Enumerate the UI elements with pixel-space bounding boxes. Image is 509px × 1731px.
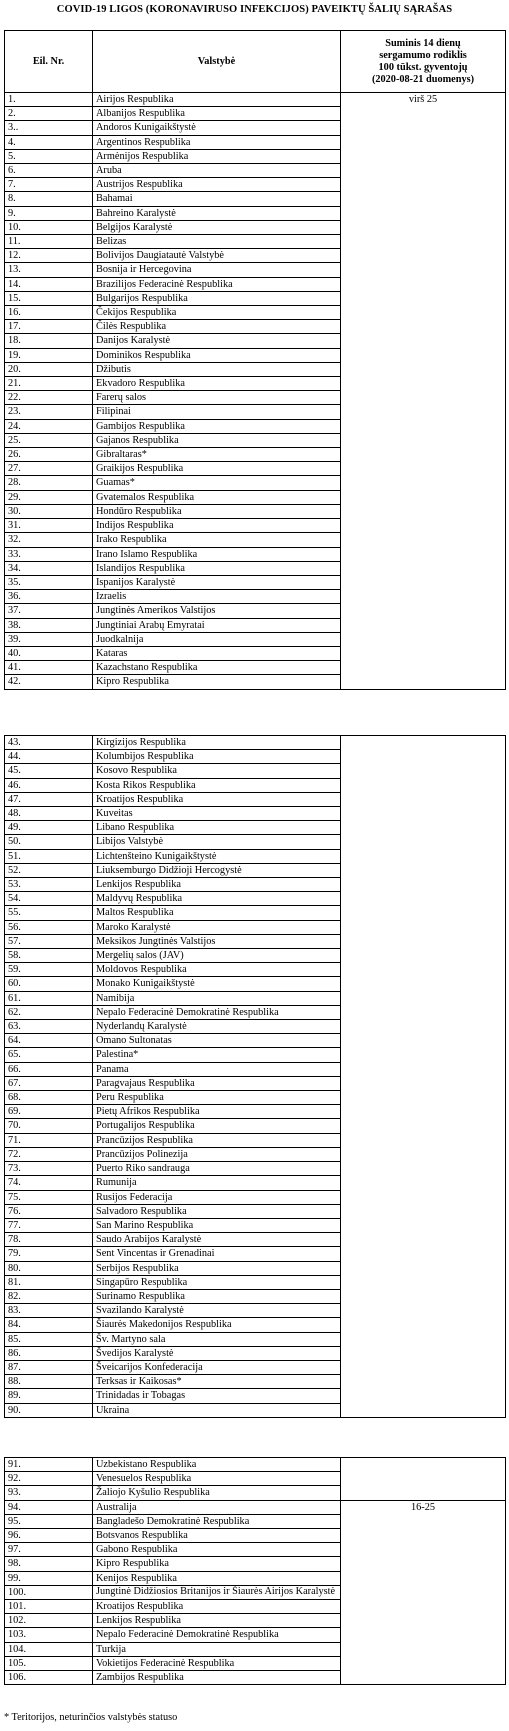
row-number: 91.	[5, 1458, 93, 1472]
row-number: 58.	[5, 949, 93, 963]
row-country: Austrijos Respublika	[93, 178, 341, 192]
row-country: Izraelis	[93, 590, 341, 604]
row-country: Žaliojo Kyšulio Respublika	[93, 1486, 341, 1500]
row-number: 23.	[5, 405, 93, 419]
row-country: Kosta Rikos Respublika	[93, 778, 341, 792]
row-country: Kroatijos Respublika	[93, 792, 341, 806]
row-country: Rusijos Federacija	[93, 1190, 341, 1204]
row-country: Gibraltaras*	[93, 448, 341, 462]
row-country: Paragvajaus Respublika	[93, 1076, 341, 1090]
row-number: 87.	[5, 1360, 93, 1374]
row-country: Jungtiniai Arabų Emyratai	[93, 618, 341, 632]
table-row	[5, 93, 506, 107]
country-table-page-3	[4, 1457, 506, 1685]
row-number: 100.	[5, 1585, 93, 1599]
row-country: Dominikos Respublika	[93, 348, 341, 362]
row-country: Džibutis	[93, 362, 341, 376]
metric-category	[341, 736, 506, 1418]
row-number: 75.	[5, 1190, 93, 1204]
row-country: Libijos Valstybė	[93, 835, 341, 849]
row-number: 99.	[5, 1571, 93, 1585]
row-number: 39.	[5, 632, 93, 646]
row-number: 19.	[5, 348, 93, 362]
row-number: 41.	[5, 661, 93, 675]
row-number: 27.	[5, 462, 93, 476]
row-number: 4.	[5, 135, 93, 149]
table-row	[5, 736, 506, 750]
row-number: 73.	[5, 1162, 93, 1176]
row-country: Nyderlandų Karalystė	[93, 1020, 341, 1034]
row-number: 12.	[5, 249, 93, 263]
row-country: Bahreino Karalystė	[93, 206, 341, 220]
row-country: Švedijos Karalystė	[93, 1346, 341, 1360]
row-number: 77.	[5, 1218, 93, 1232]
row-country: Armėnijos Respublika	[93, 149, 341, 163]
row-number: 101.	[5, 1600, 93, 1614]
row-number: 59.	[5, 963, 93, 977]
row-number: 93.	[5, 1486, 93, 1500]
table-row	[5, 1458, 506, 1472]
row-number: 74.	[5, 1176, 93, 1190]
row-country: Danijos Karalystė	[93, 334, 341, 348]
row-country: Peru Respublika	[93, 1091, 341, 1105]
row-number: 37.	[5, 604, 93, 618]
row-country: Kipro Respublika	[93, 1557, 341, 1571]
row-number: 88.	[5, 1375, 93, 1389]
row-country: Svazilando Karalystė	[93, 1304, 341, 1318]
row-country: Bahamai	[93, 192, 341, 206]
row-number: 96.	[5, 1529, 93, 1543]
row-country: Kenijos Respublika	[93, 1571, 341, 1585]
row-country: Kuveitas	[93, 807, 341, 821]
row-country: Maltos Respublika	[93, 906, 341, 920]
row-country: Lichtenšteino Kunigaikštystė	[93, 849, 341, 863]
row-country: Nepalo Federacinė Demokratinė Respublika	[93, 1628, 341, 1642]
country-table-page-1	[4, 30, 506, 690]
row-country: Belgijos Karalystė	[93, 220, 341, 234]
row-number: 30.	[5, 504, 93, 518]
row-number: 42.	[5, 675, 93, 689]
row-country: Kazachstano Respublika	[93, 661, 341, 675]
row-number: 60.	[5, 977, 93, 991]
row-number: 46.	[5, 778, 93, 792]
row-country: Andoros Kunigaikštystė	[93, 121, 341, 135]
row-country: Trinidadas ir Tobagas	[93, 1389, 341, 1403]
row-number: 95.	[5, 1514, 93, 1528]
row-country: Libano Respublika	[93, 821, 341, 835]
row-number: 10.	[5, 220, 93, 234]
row-number: 38.	[5, 618, 93, 632]
row-number: 16.	[5, 306, 93, 320]
row-country: Aruba	[93, 164, 341, 178]
row-number: 48.	[5, 807, 93, 821]
row-number: 105.	[5, 1656, 93, 1670]
row-country: Meksikos Jungtinės Valstijos	[93, 934, 341, 948]
row-number: 64.	[5, 1034, 93, 1048]
row-country: Serbijos Respublika	[93, 1261, 341, 1275]
row-number: 90.	[5, 1403, 93, 1417]
row-country: Ispanijos Karalystė	[93, 575, 341, 589]
row-country: Filipinai	[93, 405, 341, 419]
row-country: Saudo Arabijos Karalystė	[93, 1233, 341, 1247]
header-country: Valstybė	[93, 31, 341, 93]
row-country: Prancūzijos Polinezija	[93, 1147, 341, 1161]
row-country: Irako Respublika	[93, 533, 341, 547]
row-country: Gabono Respublika	[93, 1543, 341, 1557]
row-number: 81.	[5, 1275, 93, 1289]
page-title: COVID-19 LIGOS (KORONAVIRUSO INFEKCIJOS) PAVEIKTŲ ŠALIŲ SĄRAŠAS	[56, 4, 453, 15]
row-number: 84.	[5, 1318, 93, 1332]
row-number: 103.	[5, 1628, 93, 1642]
row-number: 35.	[5, 575, 93, 589]
row-number: 68.	[5, 1091, 93, 1105]
row-country: Kipro Respublika	[93, 675, 341, 689]
country-table-page-2	[4, 735, 506, 1418]
row-number: 40.	[5, 646, 93, 660]
row-country: Omano Sultonatas	[93, 1034, 341, 1048]
row-country: Australija	[93, 1500, 341, 1514]
row-country: Portugalijos Respublika	[93, 1119, 341, 1133]
row-country: Šveicarijos Konfederacija	[93, 1360, 341, 1374]
table-row	[5, 1500, 506, 1514]
row-country: Surinamo Respublika	[93, 1289, 341, 1303]
row-number: 102.	[5, 1614, 93, 1628]
row-number: 78.	[5, 1233, 93, 1247]
row-number: 80.	[5, 1261, 93, 1275]
row-number: 52.	[5, 863, 93, 877]
row-number: 65.	[5, 1048, 93, 1062]
row-country: Uzbekistano Respublika	[93, 1458, 341, 1472]
row-number: 104.	[5, 1642, 93, 1656]
row-country: Islandijos Respublika	[93, 561, 341, 575]
row-number: 94.	[5, 1500, 93, 1514]
row-country: Panama	[93, 1062, 341, 1076]
row-country: Venesuelos Respublika	[93, 1472, 341, 1486]
row-country: Albanijos Respublika	[93, 107, 341, 121]
row-number: 6.	[5, 164, 93, 178]
header-metric: Suminis 14 dienų sergamumo rodiklis 100 tūkst. gyventojų (2020-08-21 duomenys)	[341, 31, 506, 93]
row-country: Graikijos Respublika	[93, 462, 341, 476]
row-number: 36.	[5, 590, 93, 604]
row-number: 7.	[5, 178, 93, 192]
row-country: Bosnija ir Hercegovina	[93, 263, 341, 277]
row-country: Gvatemalos Respublika	[93, 490, 341, 504]
metric-category: 16-25	[341, 1500, 506, 1685]
row-number: 76.	[5, 1204, 93, 1218]
row-country: Zambijos Respublika	[93, 1671, 341, 1685]
row-country: Terksas ir Kaikosas*	[93, 1375, 341, 1389]
row-country: Hondūro Respublika	[93, 504, 341, 518]
row-number: 5.	[5, 149, 93, 163]
row-number: 63.	[5, 1020, 93, 1034]
row-number: 106.	[5, 1671, 93, 1685]
row-number: 44.	[5, 750, 93, 764]
row-number: 47.	[5, 792, 93, 806]
row-number: 13.	[5, 263, 93, 277]
row-number: 9.	[5, 206, 93, 220]
row-number: 15.	[5, 291, 93, 305]
row-country: Farerų salos	[93, 391, 341, 405]
row-number: 92.	[5, 1472, 93, 1486]
row-country: Rumunija	[93, 1176, 341, 1190]
row-number: 28.	[5, 476, 93, 490]
row-number: 72.	[5, 1147, 93, 1161]
row-number: 67.	[5, 1076, 93, 1090]
row-country: Ukraina	[93, 1403, 341, 1417]
header-nr: Eil. Nr.	[5, 31, 93, 93]
row-country: Šiaurės Makedonijos Respublika	[93, 1318, 341, 1332]
row-country: Bangladešo Demokratinė Respublika	[93, 1514, 341, 1528]
row-number: 70.	[5, 1119, 93, 1133]
row-country: Namibija	[93, 991, 341, 1005]
row-number: 43.	[5, 736, 93, 750]
row-number: 17.	[5, 320, 93, 334]
row-country: Lenkijos Respublika	[93, 1614, 341, 1628]
row-country: Bulgarijos Respublika	[93, 291, 341, 305]
row-number: 22.	[5, 391, 93, 405]
row-number: 21.	[5, 377, 93, 391]
row-number: 71.	[5, 1133, 93, 1147]
row-number: 61.	[5, 991, 93, 1005]
row-number: 55.	[5, 906, 93, 920]
row-number: 62.	[5, 1005, 93, 1019]
row-country: Bolivijos Daugiatautė Valstybė	[93, 249, 341, 263]
row-number: 85.	[5, 1332, 93, 1346]
row-country: Liuksemburgo Didžioji Hercogystė	[93, 863, 341, 877]
row-number: 56.	[5, 920, 93, 934]
row-number: 83.	[5, 1304, 93, 1318]
row-country: Ekvadoro Respublika	[93, 377, 341, 391]
row-number: 34.	[5, 561, 93, 575]
row-country: Jungtinės Amerikos Valstijos	[93, 604, 341, 618]
row-number: 66.	[5, 1062, 93, 1076]
row-country: Čilės Respublika	[93, 320, 341, 334]
row-country: Puerto Riko sandrauga	[93, 1162, 341, 1176]
row-number: 86.	[5, 1346, 93, 1360]
row-number: 89.	[5, 1389, 93, 1403]
row-number: 69.	[5, 1105, 93, 1119]
row-number: 31.	[5, 519, 93, 533]
row-country: Guamas*	[93, 476, 341, 490]
row-country: Singapūro Respublika	[93, 1275, 341, 1289]
row-number: 53.	[5, 878, 93, 892]
row-number: 57.	[5, 934, 93, 948]
row-number: 14.	[5, 277, 93, 291]
row-country: Maldyvų Respublika	[93, 892, 341, 906]
metric-category: virš 25	[341, 93, 506, 690]
row-number: 51.	[5, 849, 93, 863]
row-country: Kirgizijos Respublika	[93, 736, 341, 750]
row-number: 33.	[5, 547, 93, 561]
row-country: Kataras	[93, 646, 341, 660]
row-country: Nepalo Federacinė Demokratinė Respublika	[93, 1005, 341, 1019]
row-country: Jungtinė Didžiosios Britanijos ir Šiaurės Airijos Karalystė	[93, 1585, 341, 1599]
row-country: Argentinos Respublika	[93, 135, 341, 149]
row-country: Indijos Respublika	[93, 519, 341, 533]
row-number: 2.	[5, 107, 93, 121]
row-country: Airijos Respublika	[93, 93, 341, 107]
row-country: Maroko Karalystė	[93, 920, 341, 934]
row-country: Pietų Afrikos Respublika	[93, 1105, 341, 1119]
row-country: Palestina*	[93, 1048, 341, 1062]
row-country: Brazilijos Federacinė Respublika	[93, 277, 341, 291]
row-number: 11.	[5, 235, 93, 249]
row-country: Salvadoro Respublika	[93, 1204, 341, 1218]
row-country: Turkija	[93, 1642, 341, 1656]
footnote: * Teritorijos, neturinčios valstybės statuso	[4, 1712, 178, 1723]
row-number: 97.	[5, 1543, 93, 1557]
row-country: Monako Kunigaikštystė	[93, 977, 341, 991]
row-number: 50.	[5, 835, 93, 849]
row-country: Kosovo Respublika	[93, 764, 341, 778]
row-number: 45.	[5, 764, 93, 778]
row-number: 54.	[5, 892, 93, 906]
row-number: 82.	[5, 1289, 93, 1303]
row-country: Gajanos Respublika	[93, 433, 341, 447]
row-country: Vokietijos Federacinė Respublika	[93, 1656, 341, 1670]
row-country: Belizas	[93, 235, 341, 249]
row-country: Gambijos Respublika	[93, 419, 341, 433]
row-number: 18.	[5, 334, 93, 348]
row-number: 32.	[5, 533, 93, 547]
row-number: 98.	[5, 1557, 93, 1571]
row-country: Mergelių salos (JAV)	[93, 949, 341, 963]
row-country: Čekijos Respublika	[93, 306, 341, 320]
row-country: Kolumbijos Respublika	[93, 750, 341, 764]
row-number: 1.	[5, 93, 93, 107]
metric-category	[341, 1458, 506, 1501]
row-number: 26.	[5, 448, 93, 462]
row-number: 25.	[5, 433, 93, 447]
row-country: Lenkijos Respublika	[93, 878, 341, 892]
row-country: Botsvanos Respublika	[93, 1529, 341, 1543]
row-country: Kroatijos Respublika	[93, 1600, 341, 1614]
row-country: Šv. Martyno sala	[93, 1332, 341, 1346]
row-country: Moldovos Respublika	[93, 963, 341, 977]
row-number: 3..	[5, 121, 93, 135]
row-country: San Marino Respublika	[93, 1218, 341, 1232]
row-number: 24.	[5, 419, 93, 433]
row-country: Sent Vincentas ir Grenadinai	[93, 1247, 341, 1261]
row-number: 29.	[5, 490, 93, 504]
row-number: 49.	[5, 821, 93, 835]
row-number: 8.	[5, 192, 93, 206]
row-country: Irano Islamo Respublika	[93, 547, 341, 561]
row-number: 79.	[5, 1247, 93, 1261]
row-country: Prancūzijos Respublika	[93, 1133, 341, 1147]
row-number: 20.	[5, 362, 93, 376]
row-country: Juodkalnija	[93, 632, 341, 646]
